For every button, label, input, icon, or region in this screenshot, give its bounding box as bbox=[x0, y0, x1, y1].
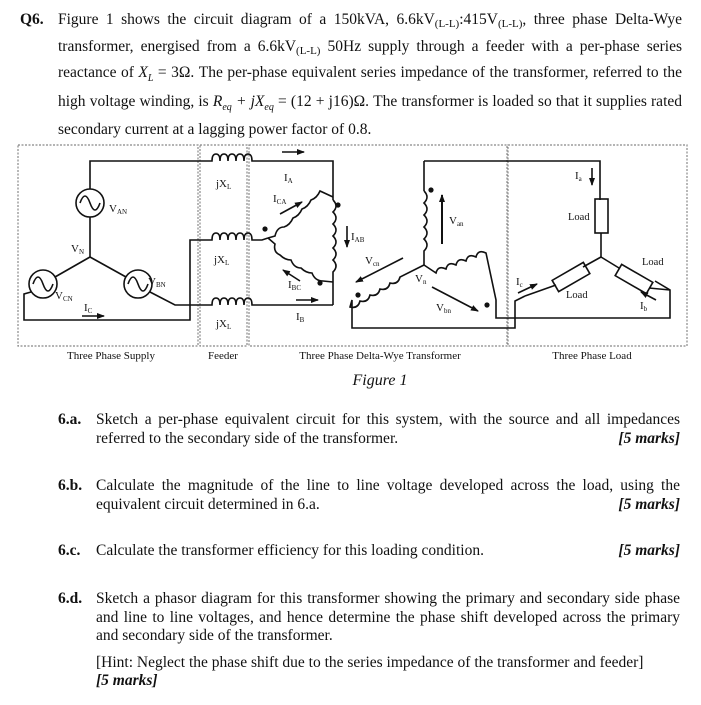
label-load-c: Load bbox=[566, 290, 588, 301]
zeq-value: = (12 + j16)Ω bbox=[273, 92, 366, 110]
figure-caption: Figure 1 bbox=[352, 372, 408, 389]
winding-bc bbox=[268, 238, 333, 282]
zeq-expression: $R_{eq} + jX_{eq}$ bbox=[212, 92, 274, 113]
ll-subscript: (L-L) bbox=[296, 44, 321, 57]
feeder-inductor-b bbox=[208, 298, 333, 305]
label-ic: IC bbox=[84, 302, 93, 315]
label-van-secondary: Van bbox=[449, 215, 464, 228]
label-vbn-secondary: Vbn bbox=[436, 302, 451, 315]
intro-text: :415V bbox=[459, 11, 498, 28]
part-6d bbox=[58, 590, 680, 690]
xl-value: = 3Ω bbox=[153, 64, 191, 81]
load-resistor-b bbox=[615, 264, 653, 293]
supply-box bbox=[18, 145, 198, 346]
label-ica: ICA bbox=[273, 193, 287, 206]
label-jxl-c: jXL bbox=[214, 254, 230, 267]
winding-ab bbox=[333, 200, 336, 282]
wire bbox=[55, 257, 90, 277]
winding-bn bbox=[424, 252, 670, 318]
winding-an bbox=[424, 191, 427, 265]
wire-phase-a-secondary bbox=[424, 161, 600, 200]
section-title-supply: Three Phase Supply bbox=[67, 350, 155, 362]
part-text: Sketch a per-phase equivalent circuit for this system, with the source and all impedances referred to the secondary side of the transformer. [5 marks] bbox=[96, 411, 680, 447]
sine-icon bbox=[80, 196, 100, 210]
wire-phase-c bbox=[24, 240, 208, 320]
part-text: Calculate the transformer efficiency for this loading condition. [5 marks] bbox=[96, 542, 680, 559]
label-load-a: Load bbox=[568, 212, 590, 223]
feeder-box bbox=[200, 145, 247, 346]
part-text: Sketch a phasor diagram for this transformer showing the primary and secondary side phase and line to line voltages, and hence determine the phase shift developed across the primary and secondary side of the transformer. [Hint: Neglect the phase shift due to the series impedance of the transformer and feeder] [5 marks] bbox=[96, 590, 680, 689]
part-number: 6.c. bbox=[58, 542, 81, 559]
question-intro bbox=[58, 9, 682, 142]
circuit-diagram bbox=[0, 135, 701, 370]
label-vn-secondary: Vn bbox=[415, 273, 427, 286]
part-6b bbox=[58, 477, 680, 517]
label-load-b: Load bbox=[642, 257, 664, 268]
intro-text: , three phase Delta-Wye transformer, energised from a 6.6kV bbox=[58, 11, 682, 55]
section-title-transformer: Three Phase Delta-Wye Transformer bbox=[299, 350, 461, 362]
marks-label: [5 marks] bbox=[618, 542, 680, 559]
intro-text: . The per-phase equivalent series impedance of the transformer, referred to the high voltage winding, is bbox=[58, 64, 682, 110]
label-jxl-b: jXL bbox=[216, 318, 232, 331]
load-box bbox=[508, 145, 687, 346]
label-vn: VN bbox=[71, 243, 85, 256]
section-title-feeder: Feeder bbox=[208, 350, 238, 362]
part-number: 6.d. bbox=[58, 590, 83, 607]
label-iab: IAB bbox=[351, 231, 365, 244]
wire-phase-b bbox=[150, 292, 208, 305]
label-ic-load: Ic bbox=[516, 276, 523, 289]
label-ia-load: Ia bbox=[575, 170, 582, 183]
marks-label: [5 marks] bbox=[618, 429, 680, 447]
ll-subscript: (L-L) bbox=[434, 18, 460, 30]
label-jxl-a: jXL bbox=[216, 178, 232, 191]
feeder-inductor-a bbox=[208, 154, 298, 161]
marks-label: [5 marks] bbox=[96, 672, 158, 689]
intro-text: 50Hz supply through a feeder with a per-phase series reactance of bbox=[58, 37, 682, 81]
label-vcn-secondary: Vcn bbox=[365, 255, 380, 268]
part-number: 6.b. bbox=[58, 477, 83, 494]
load-resistor-a bbox=[595, 199, 608, 233]
question-number: Q6. bbox=[20, 11, 44, 28]
intro-text: . The transformer is loaded so that it supplies rated secondary current at a lagging power factor of 0.8. bbox=[58, 92, 682, 139]
transformer-box bbox=[249, 145, 507, 346]
feeder-inductor-c bbox=[208, 233, 268, 240]
hint-text: [Hint: Neglect the phase shift due to the series impedance of the transformer and feeder] bbox=[96, 653, 644, 671]
ll-subscript: (L-L) bbox=[497, 18, 523, 30]
part-text: Calculate the magnitude of the line to line voltage developed across the load, using the equivalent circuit determined in 6.a. [5 marks] bbox=[96, 477, 680, 513]
xl-symbol: $X_L$ bbox=[138, 64, 154, 85]
label-ibc: IBC bbox=[288, 279, 302, 292]
label-ia: IA bbox=[284, 172, 293, 185]
wire-phase-a bbox=[90, 161, 208, 189]
label-ib-load: Ib bbox=[640, 300, 648, 313]
part-6c bbox=[58, 542, 680, 562]
label-ib: IB bbox=[296, 311, 305, 324]
label-van: VAN bbox=[109, 203, 128, 216]
intro-text: Figure 1 shows the circuit diagram of a 150kVA, 6.6kV bbox=[58, 11, 435, 28]
marks-label: [5 marks] bbox=[618, 495, 680, 513]
section-title-load: Three Phase Load bbox=[552, 350, 632, 362]
part-number: 6.a. bbox=[58, 411, 82, 428]
part-6a bbox=[58, 411, 680, 451]
label-vcn: VCN bbox=[55, 290, 73, 303]
label-vbn: VBN bbox=[148, 276, 166, 289]
